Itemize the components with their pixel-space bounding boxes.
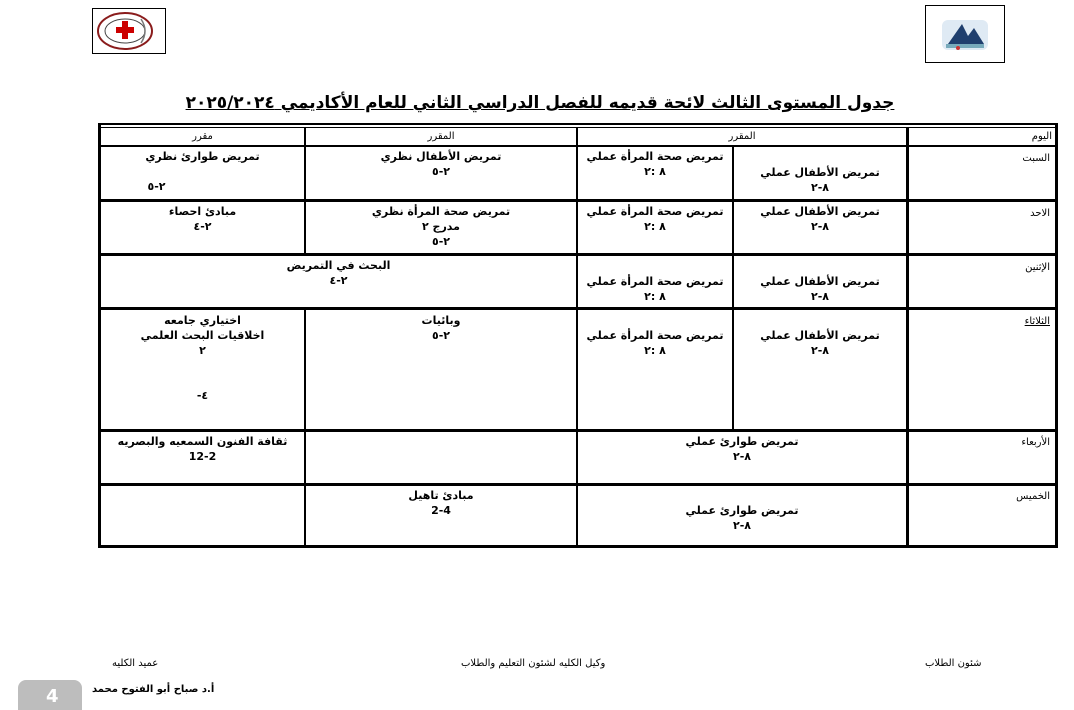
mon-womens-health-practical: تمريض صحة المرأة عملي ٨ :٢ [586,275,724,303]
sat-pediatric-practical: تمريض الأطفال عملي ٨-٢ [760,166,880,194]
header-course-3: مقرر [192,131,213,142]
header-course-1: المقرر [728,131,756,142]
thu-emergency-practical: تمريض طوارئ عملي ٨-٢ [685,504,799,532]
tue-womens-health-practical: تمريض صحة المرأة عملي ٨ :٢ [586,329,724,357]
header-course-2: المقرر [427,131,455,142]
schedule-table [98,123,1058,548]
day-wednesday: الأربعاء [1021,437,1050,448]
sun-statistics: مبادئ احصاء ٢-٤ [168,205,237,233]
sun-womens-health-theory: تمريض صحة المرأة نظري مدرج ٢ ٢-٥ [371,205,511,248]
tue-pediatric-practical: تمريض الأطفال عملي ٨-٢ [760,329,880,357]
day-monday: الإثنين [1025,262,1050,273]
wed-audiovisual-arts: ثقافة الفنون السمعيه والبصريه 12-2 [117,435,288,463]
thu-rehabilitation: مبادئ تاهيل 2-4 [408,489,474,517]
sun-pediatric-practical: تمريض الأطفال عملي ٨-٢ [760,205,880,233]
sat-emergency-theory: تمريض طوارئ نظري ٢-٥ [145,150,260,193]
faculty-emblem-icon [926,6,1004,62]
university-logo [92,8,166,54]
mon-nursing-research: البحث في التمريض ٢-٤ [286,259,391,287]
mon-pediatric-practical: تمريض الأطفال عملي ٨-٢ [760,275,880,303]
sun-womens-health-practical: تمريض صحة المرأة عملي ٨ :٢ [586,205,724,233]
signature-dean-name: أ.د صباح أبو الفتوح محمد [92,684,215,695]
day-sunday: الاحد [1030,208,1050,219]
signature-student-affairs: شئون الطلاب [925,658,982,669]
page-number: 4 [46,686,59,707]
signature-vice-dean: وكيل الكليه لشئون التعليم والطلاب [461,658,606,669]
sat-womens-health-practical: تمريض صحة المرأة عملي ٨ :٢ [586,150,724,178]
tue-epidemiology: وبائيات ٢-٥ [421,314,461,342]
day-thursday: الخميس [1016,491,1050,502]
wed-emergency-practical: تمريض طوارئ عملي ٨-٢ [685,435,799,463]
page-number-tab [18,680,82,710]
sat-pediatric-theory: تمريض الأطفال نظري ٢-٥ [380,150,502,178]
schedule-title: جدول المستوى الثالث لائحة قديمه للفصل الدراسي الثاني للعام الأكاديمي ٢٠٢٥/٢٠٢٤ [185,93,895,113]
day-saturday: السبت [1022,153,1050,164]
university-seal-icon [93,9,165,53]
faculty-logo [925,5,1005,63]
header-day: اليوم [1031,131,1052,142]
tue-university-elective: اختياري جامعه اخلاقيات البحث العلمي ٢ ٤- [140,314,265,402]
day-tuesday: الثلاثاء [1024,316,1050,327]
signature-dean-label: عميد الكليه [112,658,159,669]
